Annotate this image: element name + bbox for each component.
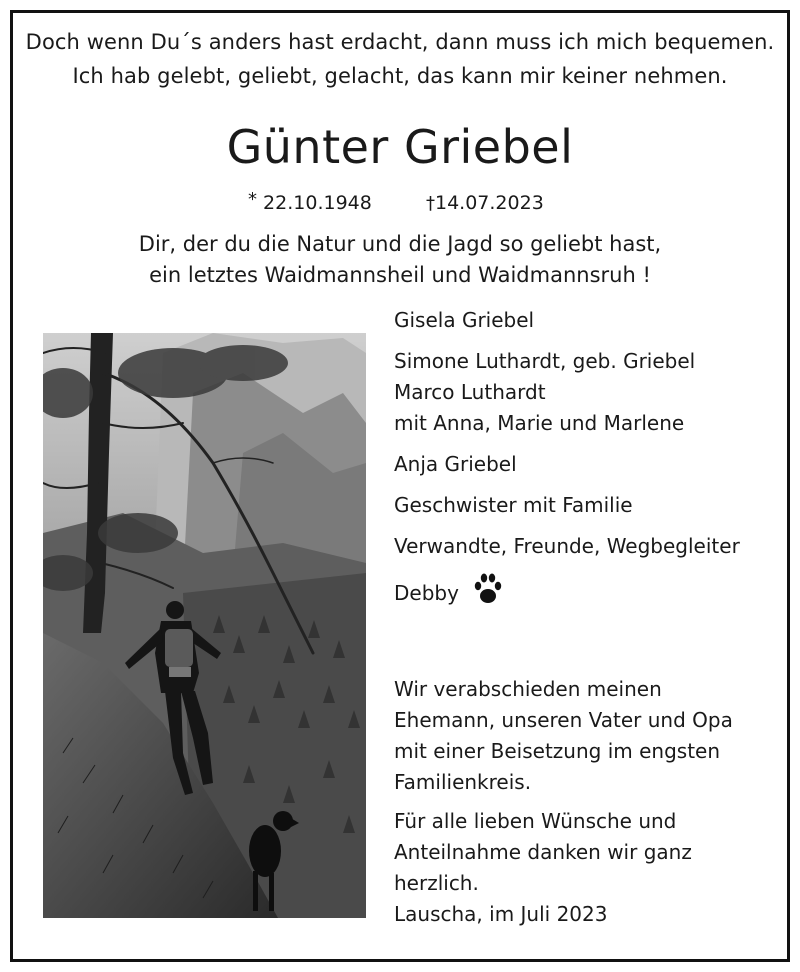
- family-group: [394, 449, 784, 480]
- birth-star-icon: *: [248, 189, 257, 210]
- family-member: Anja Griebel: [394, 452, 517, 476]
- closing-paragraph: [394, 806, 784, 930]
- closing-text: [394, 674, 784, 930]
- family-group: [394, 531, 784, 562]
- hunter-with-dog-photo: [43, 333, 366, 918]
- family-member: Simone Luthardt, geb. Griebel: [394, 349, 696, 373]
- family-group-pet: [394, 572, 784, 615]
- closing-line: Ehemann, unseren Vater und Opa: [394, 708, 733, 732]
- paw-print-icon: [473, 572, 503, 615]
- closing-paragraph: [394, 674, 784, 798]
- family-group: [394, 305, 784, 336]
- family-member: Verwandte, Freunde, Wegbegleiter: [394, 534, 740, 558]
- family-member: Marco Luthardt: [394, 380, 546, 404]
- closing-line: Familienkreis.: [394, 770, 532, 794]
- tribute-line: ein letztes Waidmannsheil und Waidmannsruh !: [149, 263, 651, 287]
- intro-verse-line: Doch wenn Du´s anders hast erdacht, dann muss ich mich bequemen.: [25, 30, 775, 54]
- closing-line: Anteilnahme danken wir ganz: [394, 840, 692, 864]
- family-list: [394, 305, 784, 625]
- family-group: [394, 490, 784, 521]
- closing-line: mit einer Beisetzung im engsten: [394, 739, 721, 763]
- intro-verse-line: Ich hab gelebt, geliebt, gelacht, das kann mir keiner nehmen.: [72, 64, 728, 88]
- closing-line: herzlich.: [394, 871, 479, 895]
- intro-verse: [0, 25, 800, 93]
- closing-line: Für alle lieben Wünsche und: [394, 809, 677, 833]
- family-member-pet: Debby: [394, 581, 459, 605]
- family-member: Geschwister mit Familie: [394, 493, 633, 517]
- hunting-tribute: [0, 229, 800, 291]
- death-date-text: 14.07.2023: [435, 192, 544, 214]
- birth-date: [248, 188, 372, 219]
- tribute-line: Dir, der du die Natur und die Jagd so geliebt hast,: [138, 232, 662, 256]
- deceased-name: Günter Griebel: [226, 120, 574, 174]
- family-group: [394, 346, 784, 439]
- death-cross-icon: †: [426, 193, 435, 214]
- family-member: Gisela Griebel: [394, 308, 535, 332]
- closing-line: Wir verabschieden meinen: [394, 677, 662, 701]
- place-and-date: Lauscha, im Juli 2023: [394, 902, 608, 926]
- family-member: mit Anna, Marie und Marlene: [394, 411, 685, 435]
- birth-date-text: 22.10.1948: [263, 192, 372, 214]
- death-date: [426, 188, 544, 219]
